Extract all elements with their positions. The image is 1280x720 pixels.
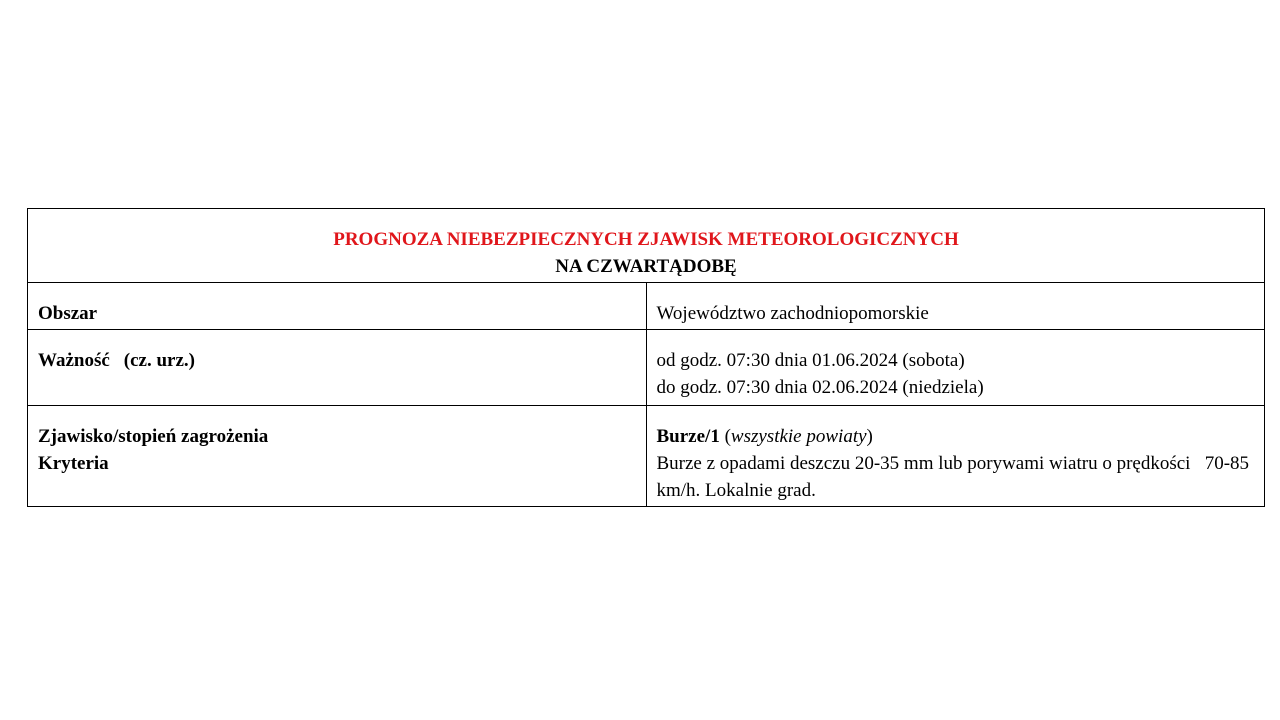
validity-to: do godz. 07:30 dnia 02.06.2024 (niedziela): [656, 377, 984, 398]
area-label: Obszar: [28, 283, 647, 330]
phenomenon-heading: [657, 423, 1255, 450]
table-row-phenomenon: [28, 406, 1265, 507]
phenomenon-value: [646, 406, 1265, 507]
phenomenon-label: [28, 406, 647, 507]
validity-from: od godz. 07:30 dnia 01.06.2024 (sobota): [656, 350, 965, 371]
title-row: [28, 209, 1265, 283]
validity-value: [646, 330, 1265, 406]
table-row-area: [28, 283, 1265, 330]
validity-label-main: Ważność: [38, 350, 110, 371]
phenomenon-scope: wszystkie powiaty: [730, 426, 867, 447]
warning-table: [27, 208, 1265, 507]
phenomenon-criteria: Burze z opadami deszczu 20-35 mm lub porywami wiatru o prędkości 70-85 km/h. Lokalnie grad.: [656, 453, 1254, 501]
area-value: Województwo zachodniopomorskie: [646, 283, 1265, 330]
validity-label: [28, 330, 647, 406]
scope-close: ): [866, 426, 873, 447]
phenomenon-level: Burze/1: [656, 426, 720, 447]
validity-label-suffix: (cz. urz.): [123, 350, 195, 371]
forecast-title: PROGNOZA NIEBEZPIECZNYCH ZJAWISK METEOROLOGICZNYCH: [333, 229, 959, 250]
title-cell: [28, 209, 1265, 283]
table-row-validity: [28, 330, 1265, 406]
phenomenon-label-line2: Kryteria: [38, 453, 109, 474]
forecast-subtitle: NA CZWARTĄDOBĘ: [555, 256, 737, 277]
scope-open: (: [719, 426, 731, 447]
phenomenon-label-line1: Zjawisko/stopień zagrożenia: [38, 426, 269, 447]
